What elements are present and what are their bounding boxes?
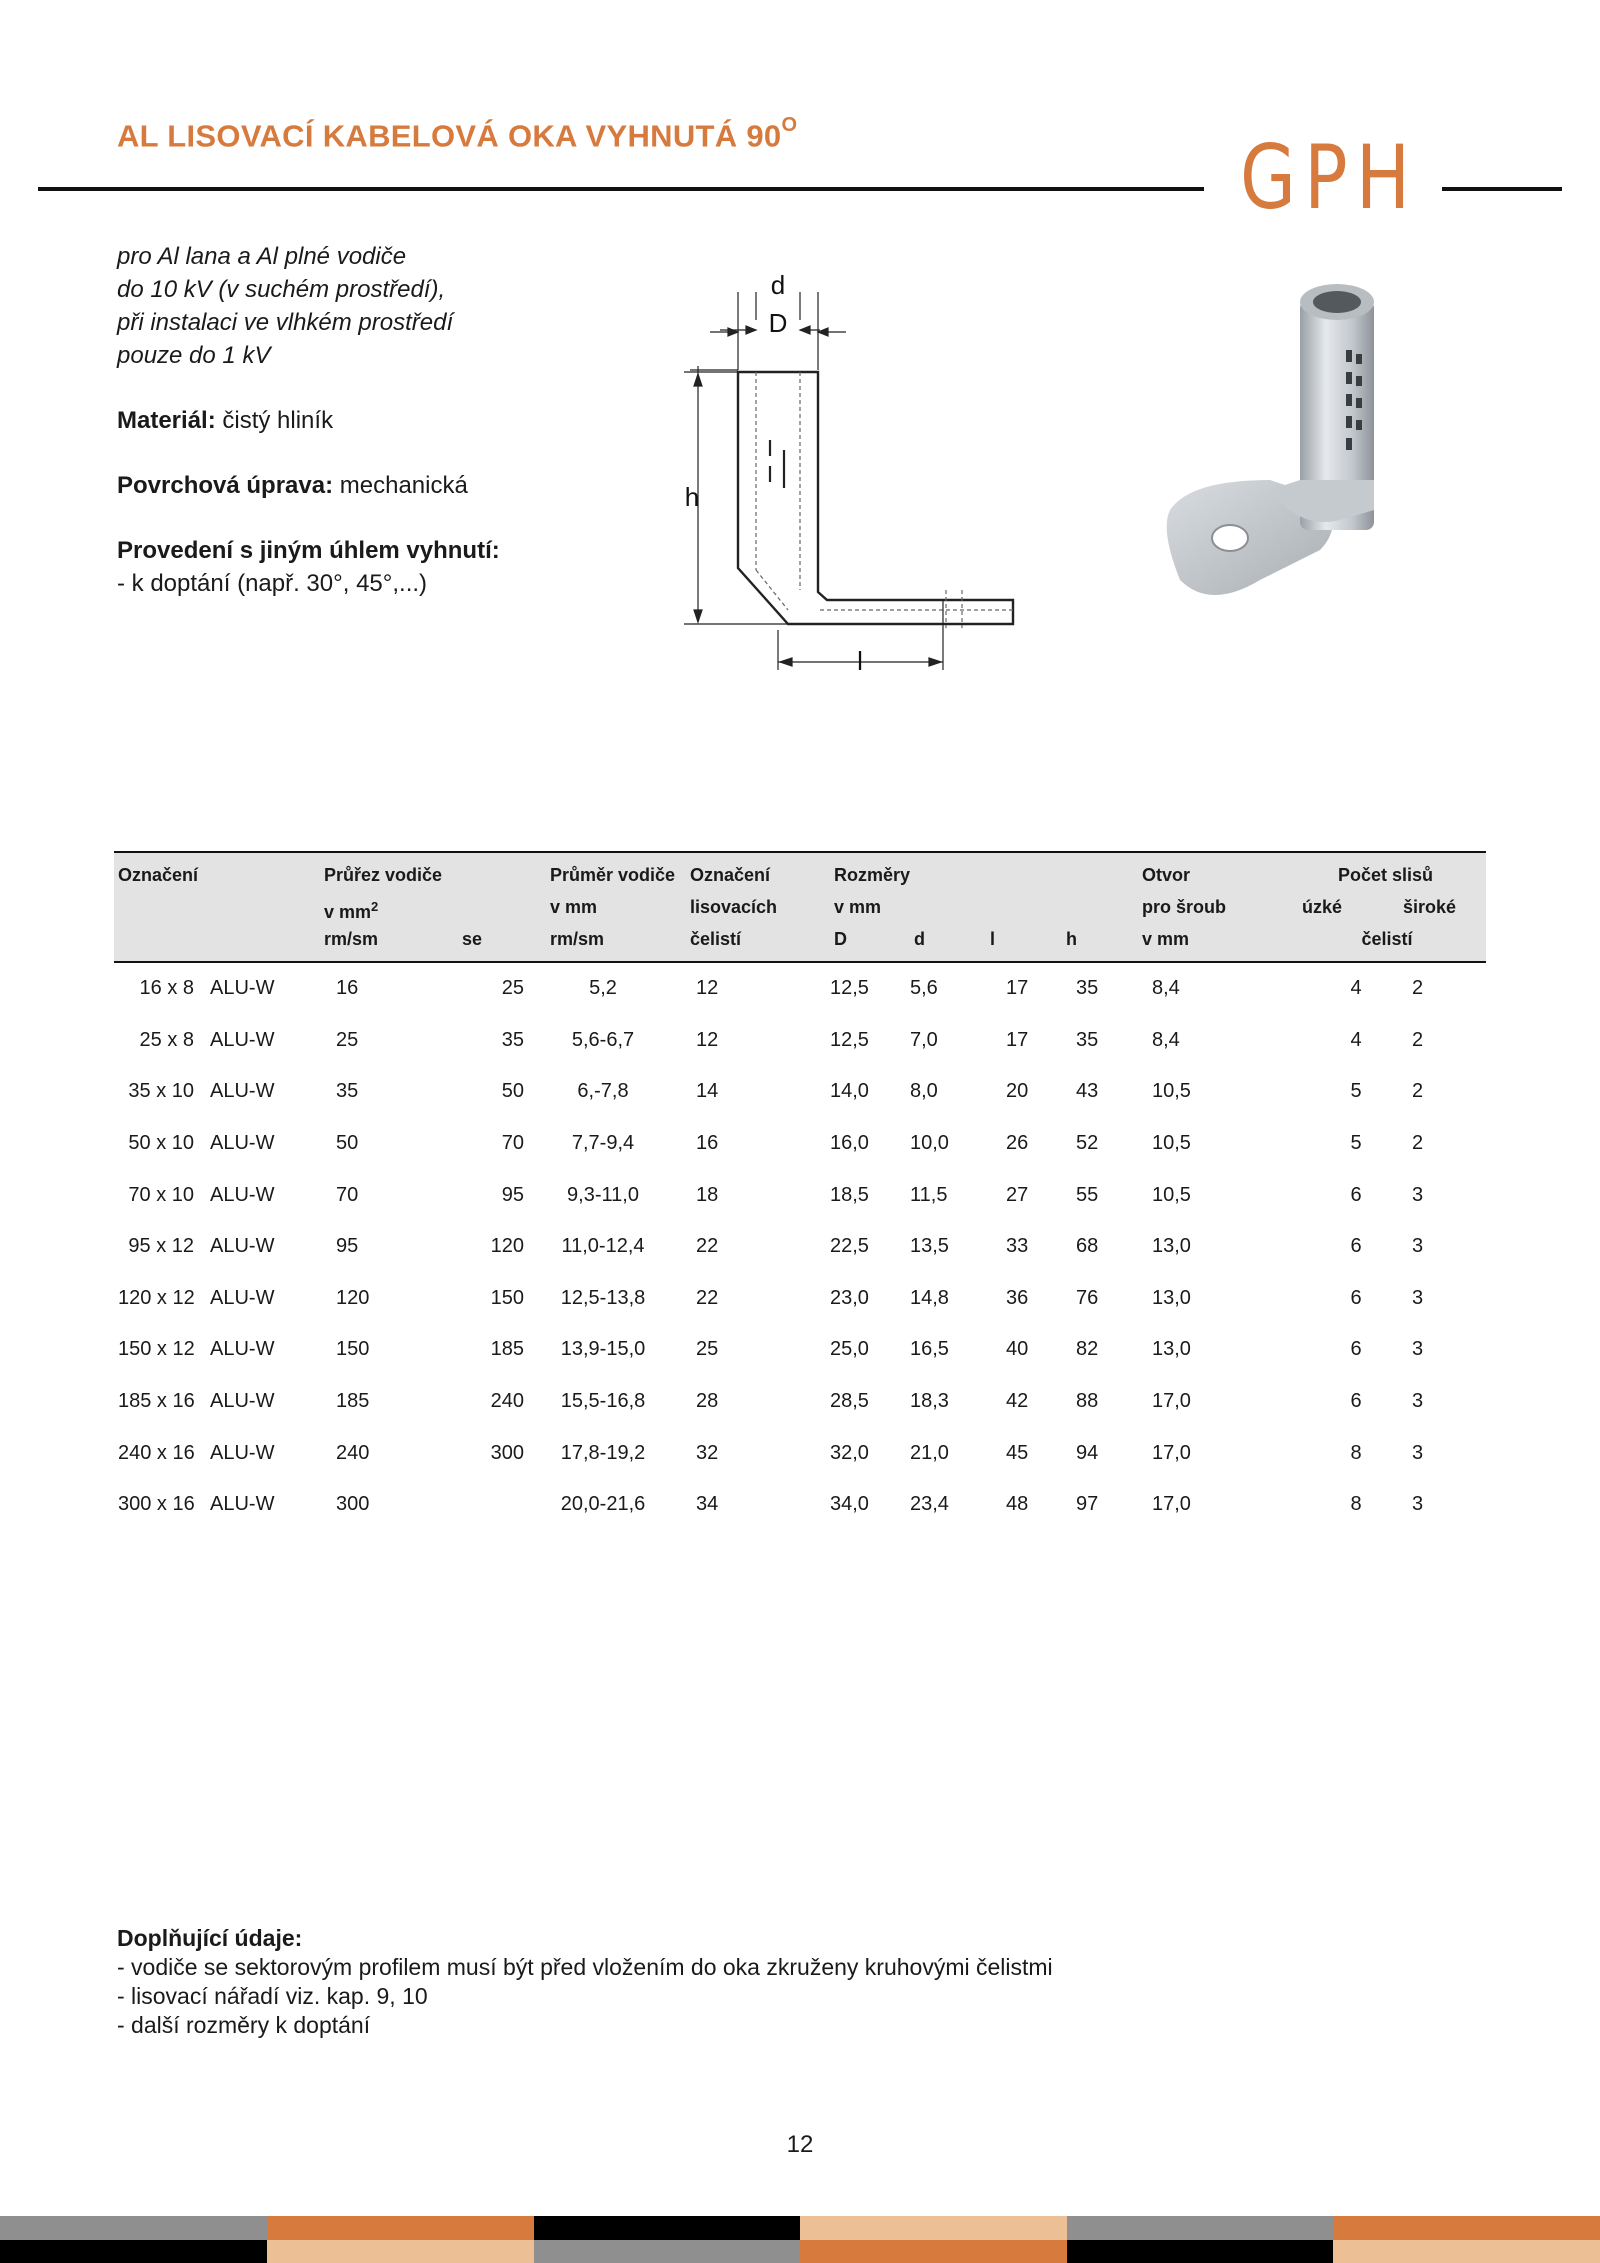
- page-number: 12: [786, 2131, 814, 2158]
- cell-d: 14,8: [910, 1286, 949, 1309]
- cell-rmsm: 240: [336, 1441, 370, 1464]
- cell-h: 97: [1076, 1493, 1099, 1516]
- cell-h: 76: [1076, 1286, 1099, 1309]
- cell-size: 240 x 16: [118, 1441, 195, 1464]
- cell-siroke: 3: [1412, 1235, 1424, 1258]
- cell-size: 150 x 12: [118, 1338, 195, 1361]
- cell-h: 55: [1076, 1183, 1099, 1206]
- cell-otvor: 8,4: [1152, 1028, 1180, 1051]
- product-photo: [1150, 280, 1390, 610]
- page-title: AL LISOVACÍ KABELOVÁ OKA VYHNUTÁ $90^O$: [117, 114, 798, 154]
- cell-l: 36: [1006, 1286, 1029, 1309]
- table-row: [114, 1273, 1486, 1325]
- table-row: [114, 1066, 1486, 1118]
- cell-celisti: 28: [696, 1390, 719, 1413]
- cell-se: 240: [490, 1390, 524, 1413]
- cell-size: 50 x 10: [128, 1132, 194, 1155]
- cell-uzke: 5: [1350, 1080, 1362, 1103]
- cell-d: 16,5: [910, 1338, 949, 1361]
- cell-otvor: 17,0: [1152, 1390, 1191, 1413]
- table-row: [114, 1479, 1486, 1531]
- dimension-d-label: d: [770, 270, 786, 300]
- cell-otvor: 13,0: [1152, 1235, 1191, 1258]
- table-row: [114, 1118, 1486, 1170]
- cell-type: ALU-W: [210, 1080, 275, 1103]
- cell-h: 82: [1076, 1338, 1099, 1361]
- cell-type: ALU-W: [210, 1286, 275, 1309]
- cell-se: 50: [501, 1080, 524, 1103]
- cell-celisti: 14: [696, 1080, 719, 1103]
- cell-d: 13,5: [910, 1235, 949, 1258]
- cell-size: 95 x 12: [128, 1235, 194, 1258]
- cell-uzke: 6: [1350, 1286, 1362, 1309]
- cell-celisti: 22: [696, 1235, 719, 1258]
- cell-siroke: 3: [1412, 1493, 1424, 1516]
- cell-l: 45: [1006, 1441, 1029, 1464]
- cell-otvor: 17,0: [1152, 1493, 1191, 1516]
- usage-description: pro Al lana a Al plné vodiče do 10 kV (v suchém prostředí), při instalaci ve vlhkém prostředí pouze do 1 kV: [117, 243, 454, 369]
- cell-se: 70: [501, 1132, 524, 1155]
- surface-line: Povrchová úprava: mechanická: [117, 472, 468, 499]
- angle-value: - k doptání (např. 30°, 45°,...): [117, 570, 428, 597]
- table-row: [114, 1169, 1486, 1221]
- cell-rmsm: 120: [336, 1286, 370, 1309]
- cell-d: 11,5: [910, 1183, 948, 1206]
- cell-prumer: 20,0-21,6: [560, 1493, 646, 1516]
- cell-se: 150: [490, 1286, 524, 1309]
- cell-type: ALU-W: [210, 1493, 275, 1516]
- cell-rmsm: 35: [336, 1080, 359, 1103]
- table-header: Označení Průřez vodiče v $mm^2$ rm/sm se Průměr vodiče v mm rm/sm Označení lisovacích čelistí Rozměry v mm D d l h Otvor pro šroub v mm Počet slisů úzké široké čelistí: [114, 852, 1486, 962]
- cell-rmsm: 185: [336, 1390, 370, 1413]
- cell-otvor: 10,5: [1152, 1080, 1191, 1103]
- cell-siroke: 3: [1412, 1390, 1424, 1413]
- cell-l: 17: [1006, 977, 1029, 1000]
- cell-l: 17: [1006, 1028, 1029, 1051]
- cell-prumer: 6,-7,8: [577, 1080, 629, 1103]
- cell-d: 10,0: [910, 1132, 949, 1155]
- cell-type: ALU-W: [210, 1235, 275, 1258]
- cell-rmsm: 50: [336, 1132, 359, 1155]
- cell-D: 28,5: [830, 1390, 869, 1413]
- cell-otvor: 13,0: [1152, 1286, 1191, 1309]
- cell-l: 42: [1006, 1390, 1029, 1413]
- cell-D: 25,0: [830, 1338, 869, 1361]
- table-row: [114, 1324, 1486, 1376]
- cell-prumer: 13,9-15,0: [560, 1338, 646, 1361]
- title-rule: [38, 187, 1204, 191]
- cell-h: 43: [1076, 1080, 1099, 1103]
- cell-size: 120 x 12: [118, 1286, 195, 1309]
- cell-type: ALU-W: [210, 1338, 275, 1361]
- table-row: [114, 1427, 1486, 1479]
- cell-uzke: 6: [1350, 1390, 1362, 1413]
- cell-size: 70 x 10: [128, 1183, 194, 1206]
- cell-size: 16 x 8: [139, 977, 194, 1000]
- cell-prumer: 11,0-12,4: [561, 1235, 645, 1258]
- footer-stripes: [0, 2216, 1600, 2263]
- cell-uzke: 4: [1350, 1028, 1362, 1051]
- cell-prumer: 5,2: [589, 977, 617, 1000]
- cell-D: 22,5: [830, 1235, 869, 1258]
- cell-type: ALU-W: [210, 977, 275, 1000]
- cell-celisti: 12: [696, 977, 719, 1000]
- cell-h: 52: [1076, 1132, 1099, 1155]
- cell-prumer: 12,5-13,8: [560, 1286, 646, 1309]
- cell-se: 185: [490, 1338, 524, 1361]
- dimension-l-label: l: [857, 646, 863, 676]
- cell-siroke: 3: [1412, 1183, 1424, 1206]
- cell-rmsm: 70: [336, 1183, 359, 1206]
- cell-celisti: 18: [696, 1183, 719, 1206]
- cell-celisti: 12: [696, 1028, 719, 1051]
- supplementary-info: Doplňující údaje: - vodiče se sektorovým profilem musí být před vložením do oka zkruženy kruhovými čelistmi - lisovací nářadí viz. kap. 9, 10 - další rozměry k doptání: [117, 1925, 1053, 2038]
- cell-rmsm: 16: [336, 977, 359, 1000]
- brand-logo: GPH: [1240, 126, 1419, 229]
- cell-type: ALU-W: [210, 1132, 275, 1155]
- cell-h: 35: [1076, 977, 1099, 1000]
- cell-celisti: 34: [696, 1493, 719, 1516]
- cell-celisti: 25: [696, 1338, 719, 1361]
- cell-rmsm: 300: [336, 1493, 370, 1516]
- cell-siroke: 2: [1412, 1028, 1424, 1051]
- cell-d: 21,0: [910, 1441, 949, 1464]
- technical-drawing: [670, 270, 1030, 690]
- cell-prumer: 15,5-16,8: [560, 1390, 646, 1413]
- cell-size: 35 x 10: [128, 1080, 194, 1103]
- cell-D: 18,5: [830, 1183, 869, 1206]
- cell-celisti: 32: [696, 1441, 719, 1464]
- cell-prumer: 7,7-9,4: [571, 1132, 635, 1155]
- cell-celisti: 16: [696, 1132, 719, 1155]
- cell-uzke: 8: [1350, 1441, 1362, 1464]
- cell-otvor: 10,5: [1152, 1183, 1191, 1206]
- cell-D: 14,0: [830, 1080, 869, 1103]
- intro-section: [117, 240, 657, 600]
- table-row: [114, 1376, 1486, 1428]
- spec-table: [114, 851, 1486, 1531]
- cell-prumer: 17,8-19,2: [560, 1441, 646, 1464]
- cell-h: 94: [1076, 1441, 1099, 1464]
- cell-rmsm: 150: [336, 1338, 370, 1361]
- cell-siroke: 3: [1412, 1338, 1424, 1361]
- cell-uzke: 4: [1350, 977, 1362, 1000]
- cell-siroke: 3: [1412, 1286, 1424, 1309]
- cell-se: 35: [501, 1028, 524, 1051]
- cell-h: 88: [1076, 1390, 1099, 1413]
- cell-d: 7,0: [910, 1028, 938, 1051]
- cell-h: 68: [1076, 1235, 1099, 1258]
- cell-d: 18,3: [910, 1390, 949, 1413]
- cell-prumer: 5,6-6,7: [571, 1028, 635, 1051]
- cell-rmsm: 95: [336, 1235, 359, 1258]
- cell-type: ALU-W: [210, 1390, 275, 1413]
- cell-D: 16,0: [830, 1132, 869, 1155]
- material-line: Materiál: čistý hliník: [117, 407, 334, 434]
- table-row: [114, 1221, 1486, 1273]
- cell-size: 300 x 16: [118, 1493, 195, 1516]
- cell-uzke: 8: [1350, 1493, 1362, 1516]
- cell-size: 25 x 8: [139, 1028, 194, 1051]
- cell-d: 23,4: [910, 1493, 949, 1516]
- cell-se: [458, 1479, 546, 1531]
- cell-type: ALU-W: [210, 1441, 275, 1464]
- cell-otvor: 17,0: [1152, 1441, 1191, 1464]
- cell-l: 40: [1006, 1338, 1029, 1361]
- cell-uzke: 6: [1350, 1235, 1362, 1258]
- cell-D: 12,5: [830, 977, 869, 1000]
- cell-siroke: 3: [1412, 1441, 1424, 1464]
- table-row: [114, 962, 1486, 1015]
- cell-D: 23,0: [830, 1286, 869, 1309]
- cell-D: 12,5: [830, 1028, 869, 1051]
- cell-uzke: 6: [1350, 1338, 1362, 1361]
- cell-otvor: 10,5: [1152, 1132, 1191, 1155]
- cell-l: 27: [1006, 1183, 1029, 1206]
- logo-rule: [1442, 187, 1562, 191]
- table-row: [114, 1015, 1486, 1067]
- cell-celisti: 22: [696, 1286, 719, 1309]
- angle-label: Provedení s jiným úhlem vyhnutí:: [117, 537, 500, 564]
- cell-size: 185 x 16: [118, 1390, 195, 1413]
- cell-type: ALU-W: [210, 1183, 275, 1206]
- cell-uzke: 6: [1350, 1183, 1362, 1206]
- cell-l: 20: [1006, 1080, 1029, 1103]
- cell-se: 95: [501, 1183, 524, 1206]
- dimension-h-label: h: [684, 482, 700, 512]
- cell-l: 33: [1006, 1235, 1029, 1258]
- cell-siroke: 2: [1412, 977, 1424, 1000]
- cell-D: 34,0: [830, 1493, 869, 1516]
- cell-d: 5,6: [910, 977, 938, 1000]
- cell-siroke: 2: [1412, 1132, 1424, 1155]
- cell-l: 48: [1006, 1493, 1029, 1516]
- cell-otvor: 13,0: [1152, 1338, 1191, 1361]
- cell-prumer: 9,3-11,0: [567, 1183, 639, 1206]
- cell-l: 26: [1006, 1132, 1029, 1155]
- cell-d: 8,0: [910, 1080, 938, 1103]
- cell-h: 35: [1076, 1028, 1099, 1051]
- cell-se: 120: [490, 1235, 524, 1258]
- cell-type: ALU-W: [210, 1028, 275, 1051]
- cell-siroke: 2: [1412, 1080, 1424, 1103]
- cell-uzke: 5: [1350, 1132, 1362, 1155]
- cell-se: 25: [501, 977, 524, 1000]
- cell-se: 300: [490, 1441, 524, 1464]
- cell-D: 32,0: [830, 1441, 869, 1464]
- dimension-D-label: D: [768, 308, 788, 338]
- cell-otvor: 8,4: [1152, 977, 1180, 1000]
- cell-rmsm: 25: [336, 1028, 359, 1051]
